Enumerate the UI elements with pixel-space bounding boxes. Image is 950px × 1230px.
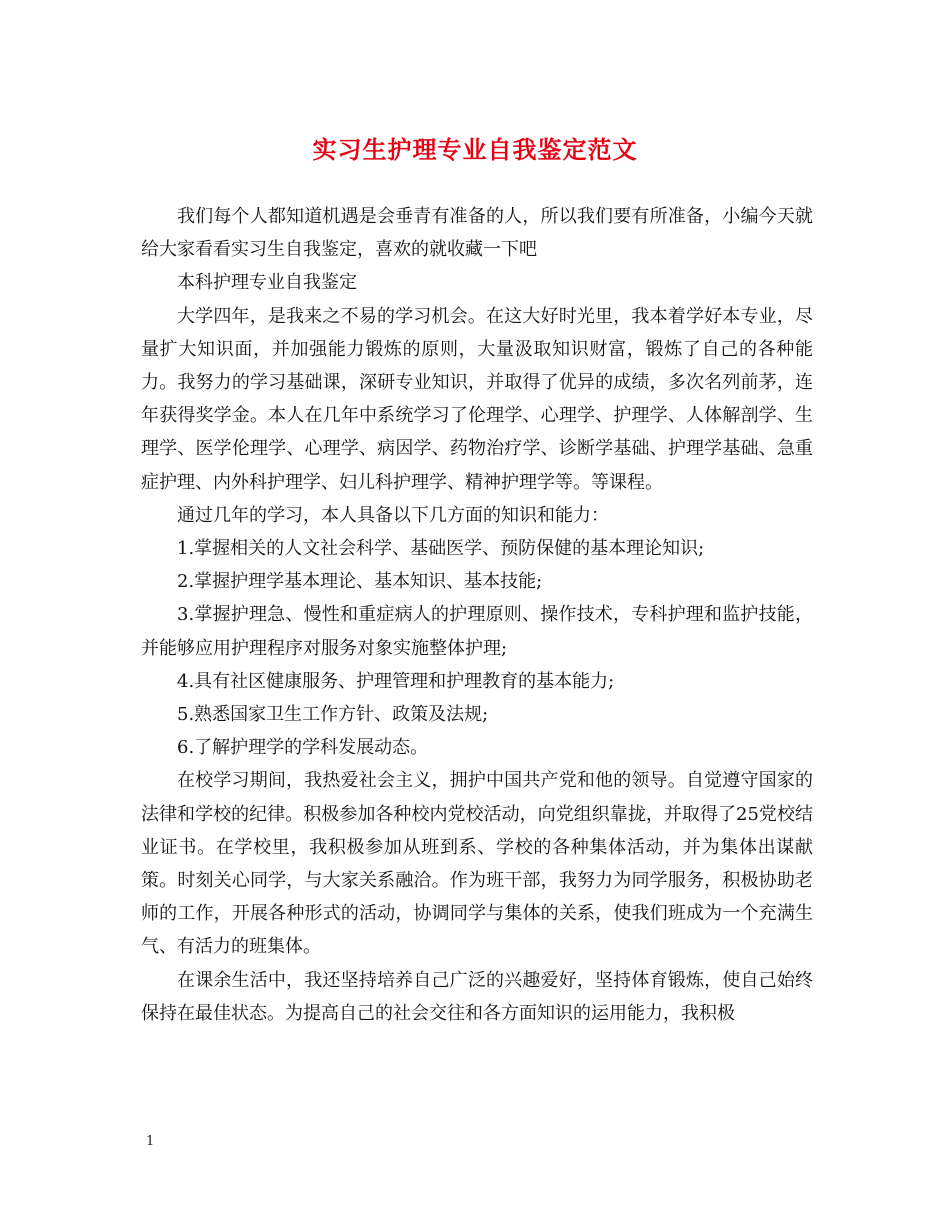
page-number: 1 [146,1134,155,1149]
paragraph-extracurricular: 在课余生活中，我还坚持培养自己广泛的兴趣爱好，坚持体育锻炼，使自己始终保持在最佳状态。为提高自己的社会交往和各方面知识的运用能力，我积极 [141,969,813,1024]
document-title: 实习生护理专业自我鉴定范文 [312,135,638,164]
document-body [141,200,813,1030]
paragraph-abilities-intro: 通过几年的学习，本人具备以下几方面的知识和能力： [177,504,609,526]
list-item-3: 3.掌握护理急、慢性和重症病人的护理原则、操作技术，专科护理和监护技能，并能够应用护理程序对服务对象实施整体护理; [141,604,813,659]
list-item-2: 2.掌握护理学基本理论、基本知识、基本技能; [177,571,543,593]
paragraph-intro: 我们每个人都知道机遇是会垂青有准备的人，所以我们要有所准备，小编今天就给大家看看实习生自我鉴定，喜欢的就收藏一下吧 [141,206,813,261]
paragraph-section-heading: 本科护理专业自我鉴定 [177,272,357,294]
list-item-6: 6.了解护理学的学科发展动态。 [177,737,429,759]
list-item-1: 1.掌握相关的人文社会科学、基础医学、预防保健的基本理论知识; [177,538,705,560]
list-item-4: 4.具有社区健康服务、护理管理和护理教育的基本能力; [177,670,615,692]
paragraph-university-study: 大学四年，是我来之不易的学习机会。在这大好时光里，我本着学好本专业，尽量扩大知识面，并加强能力锻炼的原则，大量汲取知识财富，锻炼了自己的各种能力。我努力的学习基础课，深研专业知识，并取得了优异的成绩，多次名列前茅，连年获得奖学金。本人在几年中系统学习了伦理学、心理学、护理学、人体解剖学、生理学、医学伦理学、心理学、病因学、药物治疗学、诊断学基础、护理学基础、急重症护理、内外科护理学、妇儿科护理学、精神护理学等。等课程。 [141,305,813,493]
paragraph-school-activities: 在校学习期间，我热爱社会主义，拥护中国共产党和他的领导。自觉遵守国家的法律和学校的纪律。积极参加各种校内党校活动，向党组织靠拢，并取得了25党校结业证书。在学校里，我积极参加从班到系、学校的各种集体活动，并为集体出谋献策。时刻关心同学，与大家关系融洽。作为班干部，我努力为同学服务，积极协助老师的工作，开展各种形式的活动，协调同学与集体的关系，使我们班成为一个充满生气、有活力的班集体。 [141,770,813,958]
list-item-5: 5.熟悉国家卫生工作方针、政策及法规; [177,704,489,726]
